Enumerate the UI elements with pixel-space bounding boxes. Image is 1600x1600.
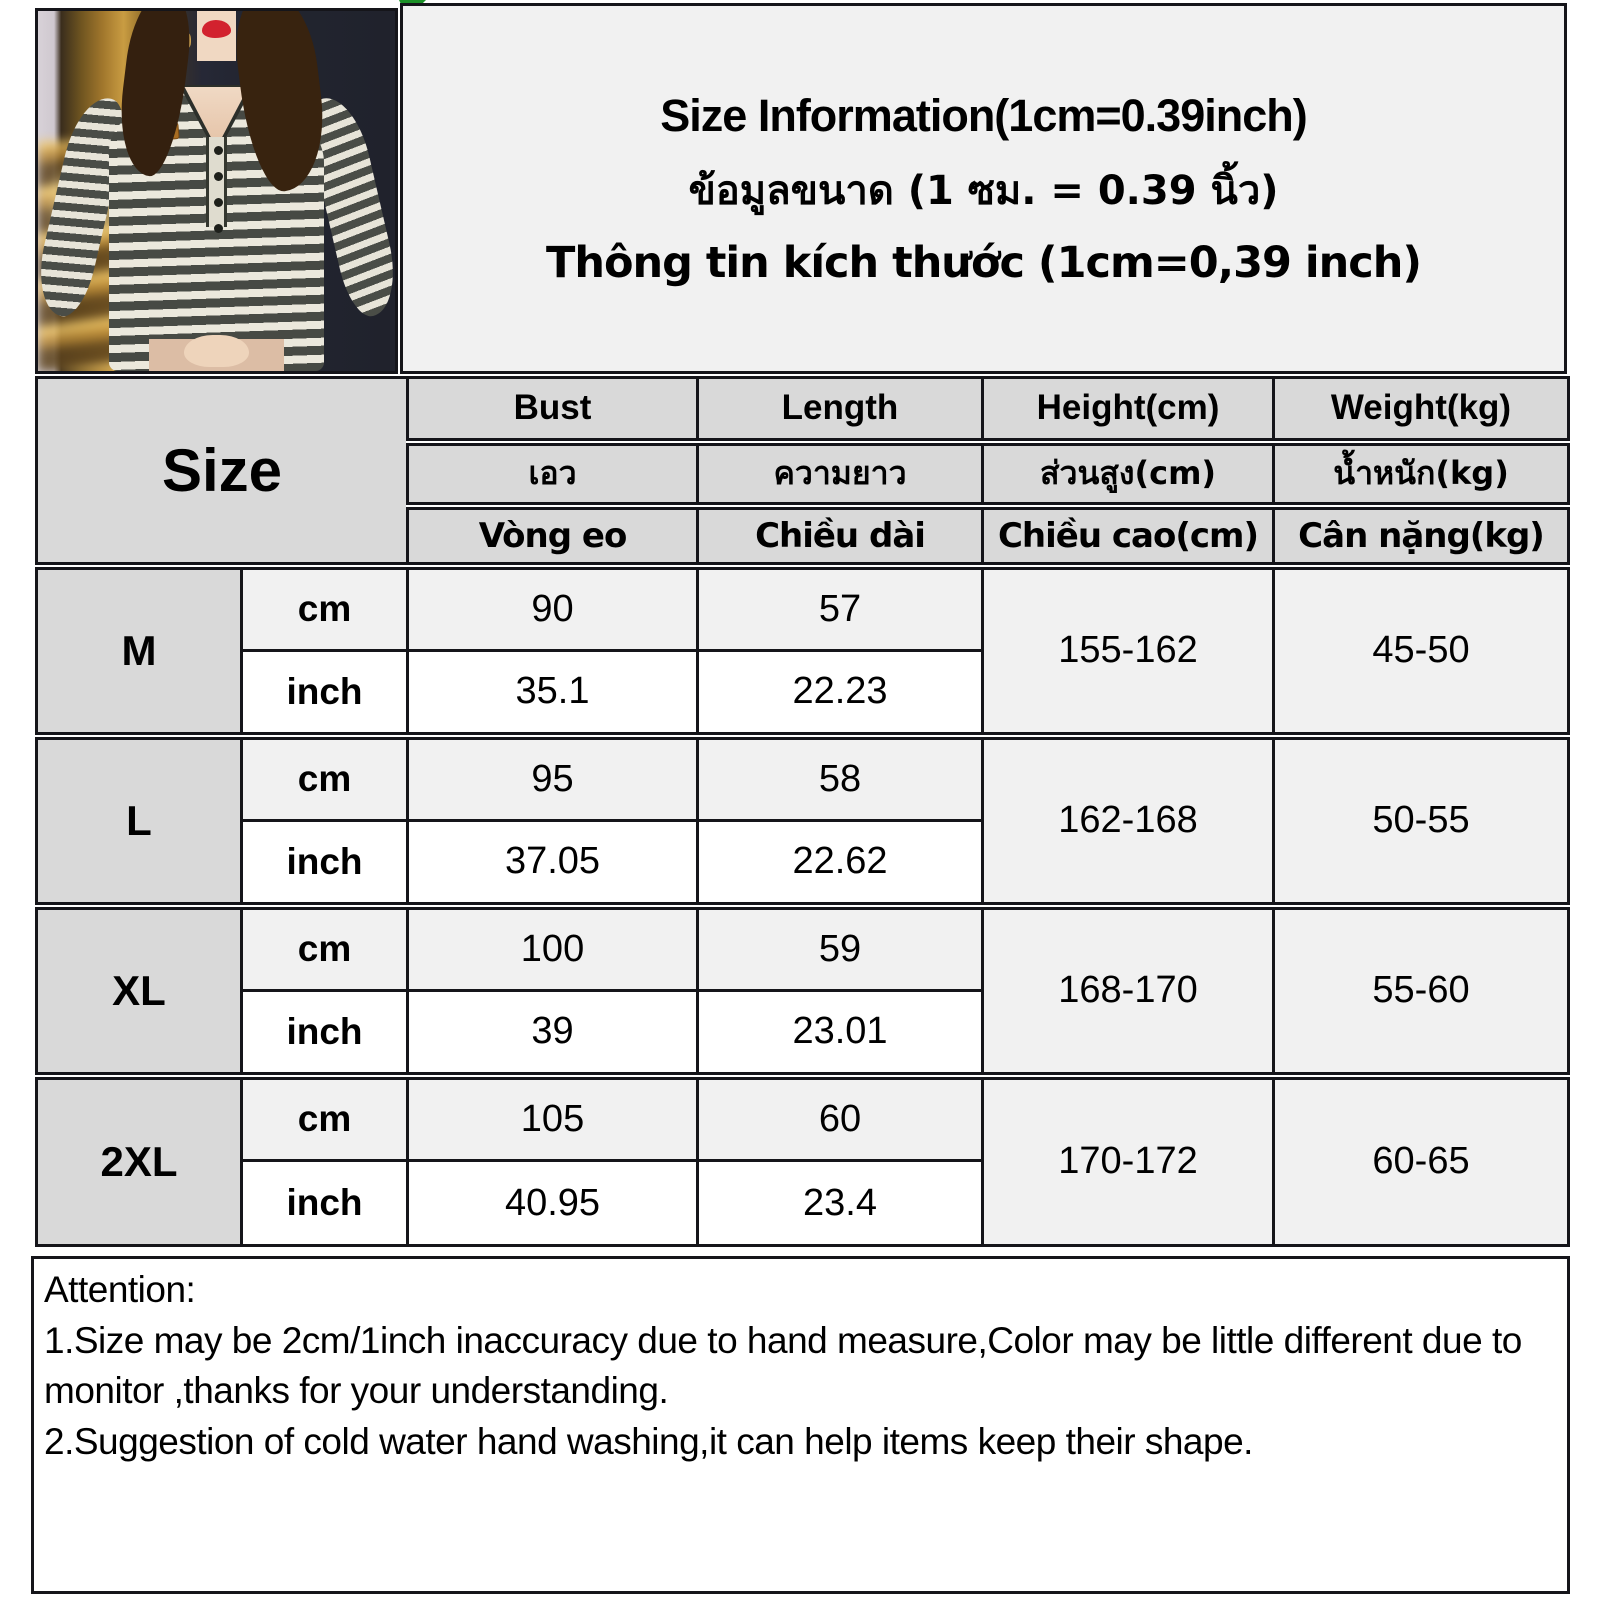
unit-cell-xl-cm: cm	[242, 906, 408, 991]
cell-l-height: 162-168	[983, 736, 1274, 906]
title-line-en: Size Information(1cm=0.39inch)	[660, 89, 1307, 141]
cell-m-length-inch: 22.23	[698, 651, 983, 736]
product-photo	[35, 8, 398, 374]
column-header-length-vi: Chiều dài	[698, 506, 983, 566]
size-header-cell: Size	[37, 378, 408, 566]
column-header-weight-vi: Cân nặng(kg)	[1274, 506, 1569, 566]
cell-m-bust-inch: 35.1	[408, 651, 698, 736]
cell-xl-bust-cm: 100	[408, 906, 698, 991]
unit-cell-l-cm: cm	[242, 736, 408, 821]
cell-l-weight: 50-55	[1274, 736, 1569, 906]
cell-l-bust-cm: 95	[408, 736, 698, 821]
cell-m-weight: 45-50	[1274, 566, 1569, 736]
column-header-weight-th: น้ำหนัก(kg)	[1274, 442, 1569, 506]
cell-l-length-cm: 58	[698, 736, 983, 821]
cell-m-length-cm: 57	[698, 566, 983, 651]
column-header-weight-en: Weight(kg)	[1274, 378, 1569, 442]
column-header-length-en: Length	[698, 378, 983, 442]
cell-2xl-length-cm: 60	[698, 1076, 983, 1161]
cell-2xl-weight: 60-65	[1274, 1076, 1569, 1246]
cell-xl-height: 168-170	[983, 906, 1274, 1076]
cell-m-bust-cm: 90	[408, 566, 698, 651]
photo-lips	[202, 20, 232, 38]
cell-m-height: 155-162	[983, 566, 1274, 736]
size-label-m: M	[37, 566, 242, 736]
cell-l-length-inch: 22.62	[698, 821, 983, 906]
size-label-xl: XL	[37, 906, 242, 1076]
size-table	[35, 376, 1570, 1247]
size-label-2xl: 2XL	[37, 1076, 242, 1246]
photo-hands	[184, 335, 248, 367]
cell-2xl-length-inch: 23.4	[698, 1161, 983, 1246]
attention-note-2: 2.Suggestion of cold water hand washing,it can help items keep their shape.	[44, 1421, 1253, 1463]
column-header-bust-en: Bust	[408, 378, 698, 442]
title-line-th: ข้อมูลขนาด (1 ซม. = 0.39 นิ้ว)	[688, 167, 1279, 214]
column-header-height-en: Height(cm)	[983, 378, 1274, 442]
column-header-height-th: ส่วนสูง(cm)	[983, 442, 1274, 506]
column-header-bust-th: เอว	[408, 442, 698, 506]
size-label-l: L	[37, 736, 242, 906]
column-header-bust-vi: Vòng eo	[408, 506, 698, 566]
attention-note-1: 1.Size may be 2cm/1inch inaccuracy due to hand measure,Color may be little different due to monitor ,thanks for your understanding.	[44, 1319, 1522, 1412]
cell-l-bust-inch: 37.05	[408, 821, 698, 906]
unit-cell-2xl-cm: cm	[242, 1076, 408, 1161]
unit-cell-m-inch: inch	[242, 651, 408, 736]
column-header-length-th: ความยาว	[698, 442, 983, 506]
unit-cell-l-inch: inch	[242, 821, 408, 906]
cell-xl-length-cm: 59	[698, 906, 983, 991]
title-box	[400, 3, 1567, 374]
title-line-vi: Thông tin kích thước (1cm=0,39 inch)	[546, 237, 1421, 288]
unit-cell-2xl-inch: inch	[242, 1161, 408, 1246]
unit-cell-xl-inch: inch	[242, 991, 408, 1076]
cell-2xl-bust-cm: 105	[408, 1076, 698, 1161]
cell-xl-weight: 55-60	[1274, 906, 1569, 1076]
attention-heading: Attention:	[44, 1269, 196, 1310]
cell-2xl-bust-inch: 40.95	[408, 1161, 698, 1246]
cell-2xl-height: 170-172	[983, 1076, 1274, 1246]
column-header-height-vi: Chiều cao(cm)	[983, 506, 1274, 566]
cell-xl-bust-inch: 39	[408, 991, 698, 1076]
attention-box	[31, 1256, 1570, 1594]
unit-cell-m-cm: cm	[242, 566, 408, 651]
cell-xl-length-inch: 23.01	[698, 991, 983, 1076]
